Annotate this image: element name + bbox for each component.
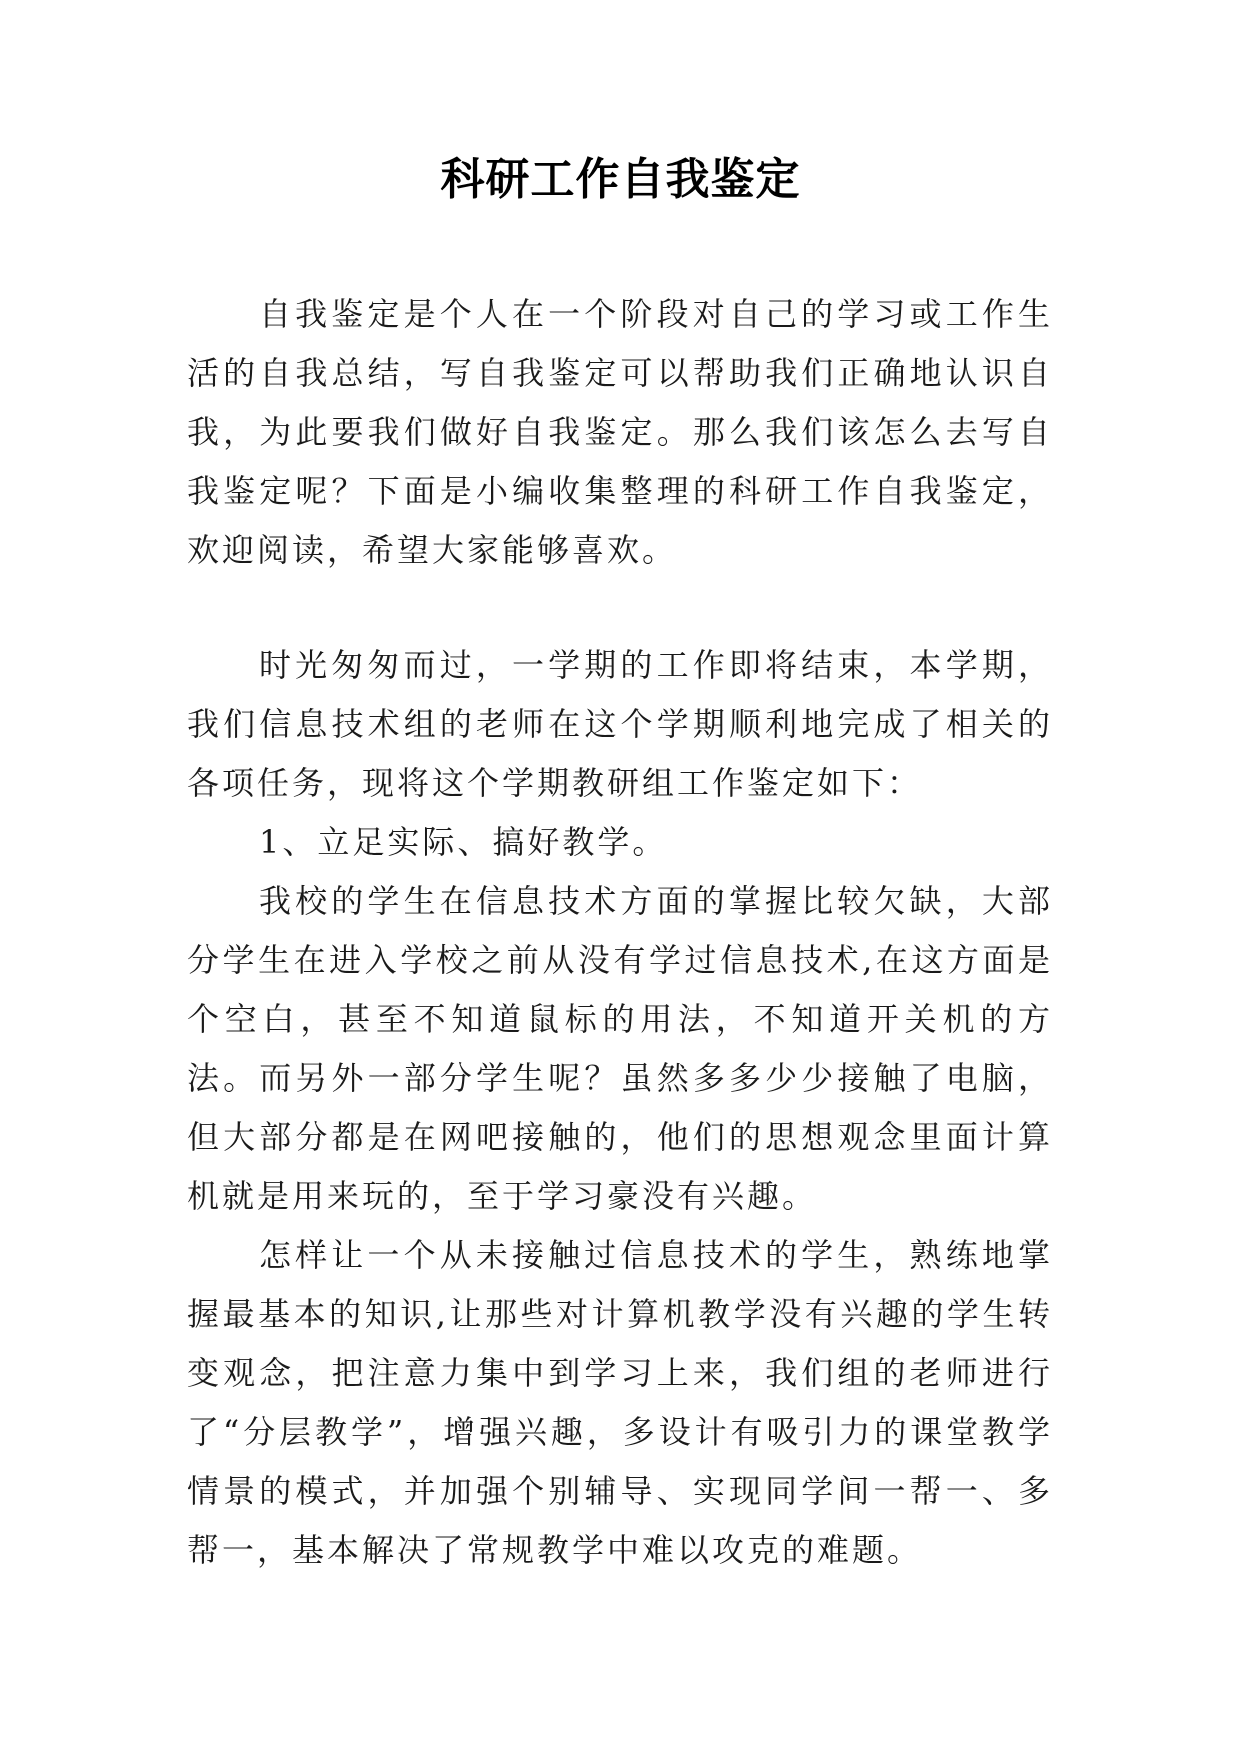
body-paragraph-opening: 时光匆匆而过，一学期的工作即将结束，本学期，我们信息技术组的老师在这个学期顺利地完成了相关的各项任务，现将这个学期教研组工作鉴定如下：: [187, 646, 1053, 802]
body-paragraph-students: 我校的学生在信息技术方面的掌握比较欠缺，大部分学生在进入学校之前从没有学过信息技术,在这方面是个空白，甚至不知道鼠标的用法，不知道开关机的方法。而另外一部分学生呢？虽然多多少少接触了电脑，但大部分都是在网吧接触的，他们的思想观念里面计算机就是用来玩的，至于学习豪没有兴趣。: [187, 882, 1053, 1215]
body-paragraph-teaching: 怎样让一个从未接触过信息技术的学生，熟练地掌握最基本的知识,让那些对计算机教学没有兴趣的学生转变观念，把注意力集中到学习上来，我们组的老师进行了“分层教学”，增强兴趣，多设计有吸引力的课堂教学情景的模式，并加强个别辅导、实现同学间一帮一、多帮一，基本解决了常规教学中难以攻克的难题。: [187, 1236, 1053, 1569]
section-heading-1: 1、立足实际、搞好教学。: [259, 823, 668, 861]
document-title: 科研工作自我鉴定: [440, 154, 801, 205]
intro-paragraph: 自我鉴定是个人在一个阶段对自己的学习或工作生活的自我总结，写自我鉴定可以帮助我们正确地认识自我，为此要我们做好自我鉴定。那么我们该怎么去写自我鉴定呢？下面是小编收集整理的科研工作自我鉴定，欢迎阅读，希望大家能够喜欢。: [187, 295, 1053, 569]
